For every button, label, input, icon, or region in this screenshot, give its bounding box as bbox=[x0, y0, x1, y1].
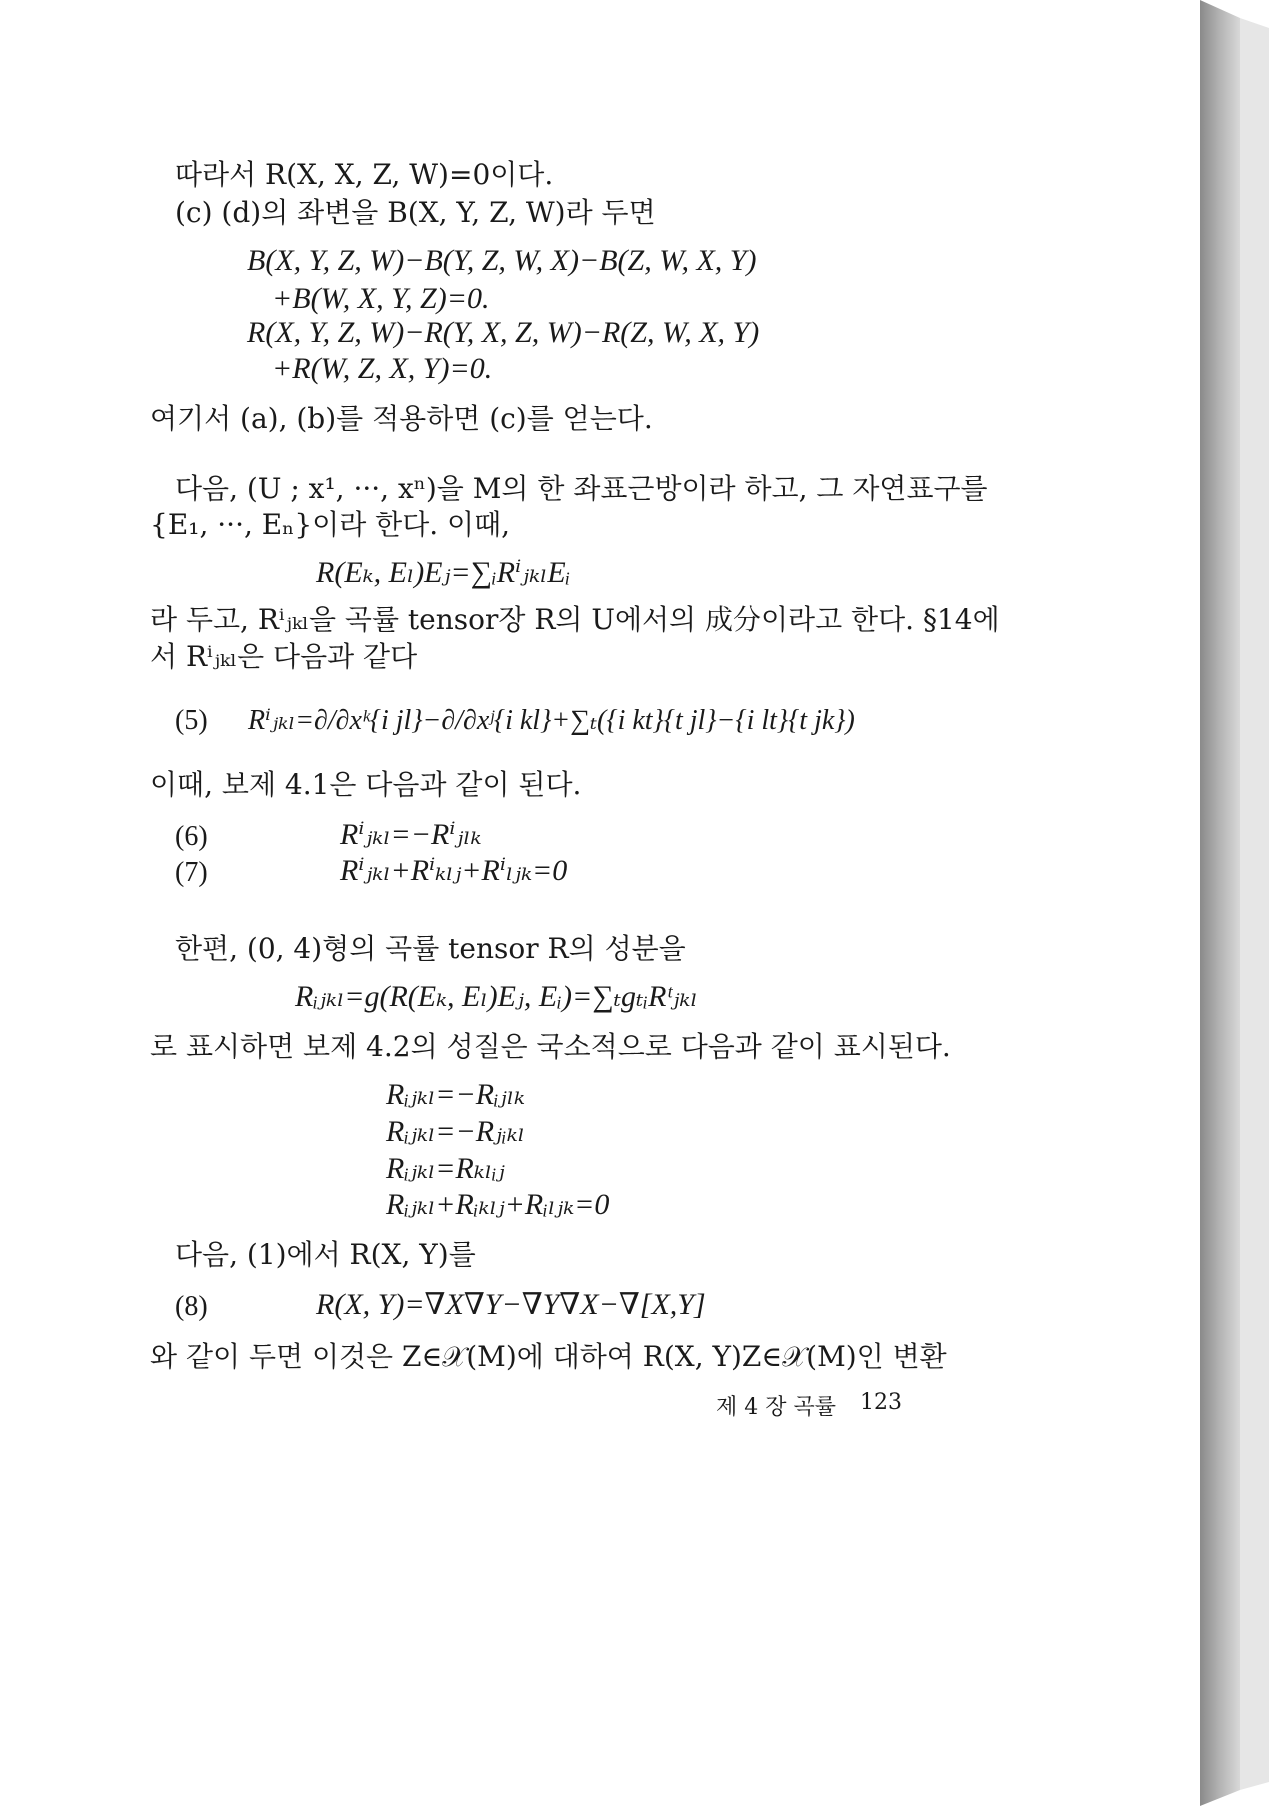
equation-8: R(X, Y)=∇X∇Y−∇Y∇X−∇[X,Y] bbox=[316, 1288, 706, 1321]
text-line-12: 와 같이 두면 이것은 Z∈𝒳(M)에 대하여 R(X, Y)Z∈𝒳(M)인 변환 bbox=[150, 1340, 947, 1373]
equation-b-line-2: +B(W, X, Y, Z)=0. bbox=[272, 282, 490, 315]
text-line-6: 라 두고, Rⁱⱼₖₗ을 곡률 tensor장 R의 U에서의 成分이라고 한다. §14에 bbox=[150, 603, 1000, 636]
page-number: 123 bbox=[860, 1390, 902, 1415]
text-line-2: (c) (d)의 좌변을 B(X, Y, Z, W)라 두면 bbox=[175, 196, 656, 229]
equation-b-line-1: B(X, Y, Z, W)−B(Y, Z, W, X)−B(Z, W, X, Y) bbox=[247, 244, 757, 277]
text-line-7: 서 Rⁱⱼₖₗ은 다음과 같다 bbox=[150, 640, 418, 673]
text-line-8: 이때, 보제 4.1은 다음과 같이 된다. bbox=[150, 768, 582, 801]
equation-r-line-1: R(X, Y, Z, W)−R(Y, X, Z, W)−R(Z, W, X, Y) bbox=[247, 316, 760, 349]
equation-7: Rⁱⱼₖₗ+Rⁱₖₗⱼ+Rⁱₗⱼₖ=0 bbox=[340, 854, 568, 887]
symmetry-1: Rᵢⱼₖₗ=−Rᵢⱼₗₖ bbox=[386, 1078, 525, 1111]
equation-5-label: (5) bbox=[175, 705, 208, 736]
equation-frame: R(Eₖ, Eₗ)Eⱼ=∑ᵢRⁱⱼₖₗEᵢ bbox=[316, 556, 571, 589]
text-line-4: 다음, (U ; x¹, ···, xⁿ)을 M의 한 좌표근방이라 하고, 그 자연표구를 bbox=[175, 472, 988, 505]
equation-r-line-2: +R(W, Z, X, Y)=0. bbox=[272, 352, 493, 385]
equation-6-label: (6) bbox=[175, 821, 208, 852]
running-footer-chapter: 제 4 장 곡률 bbox=[716, 1395, 836, 1420]
text-line-11: 다음, (1)에서 R(X, Y)를 bbox=[175, 1238, 476, 1271]
symmetry-3: Rᵢⱼₖₗ=Rₖₗᵢⱼ bbox=[386, 1152, 505, 1185]
text-line-3: 여기서 (a), (b)를 적용하면 (c)를 얻는다. bbox=[150, 402, 653, 435]
equation-covariant: Rᵢⱼₖₗ=g(R(Eₖ, Eₗ)Eⱼ, Eᵢ)=∑ₜgₜᵢRᵗⱼₖₗ bbox=[295, 980, 698, 1013]
text-line-10: 로 표시하면 보제 4.2의 성질은 국소적으로 다음과 같이 표시된다. bbox=[150, 1030, 951, 1063]
text-line-5: {E₁, ···, Eₙ}이라 한다. 이때, bbox=[150, 508, 511, 541]
text-line-9: 한편, (0, 4)형의 곡률 tensor R의 성분을 bbox=[175, 932, 686, 965]
equation-6: Rⁱⱼₖₗ=−Rⁱⱼₗₖ bbox=[340, 818, 482, 851]
symmetry-4: Rᵢⱼₖₗ+Rᵢₖₗⱼ+Rᵢₗⱼₖ=0 bbox=[386, 1188, 610, 1221]
text-line-1: 따라서 R(X, X, Z, W)=0이다. bbox=[175, 158, 554, 191]
book-edge-shading bbox=[1200, 0, 1269, 1806]
equation-8-label: (8) bbox=[175, 1291, 208, 1322]
symmetry-2: Rᵢⱼₖₗ=−Rⱼᵢₖₗ bbox=[386, 1115, 525, 1148]
equation-7-label: (7) bbox=[175, 857, 208, 888]
equation-5: Rⁱⱼₖₗ=∂/∂xᵏ{i jl}−∂/∂xʲ{i kl}+∑ₜ({i kt}{t jl}−{i lt}{t jk}) bbox=[248, 705, 855, 736]
